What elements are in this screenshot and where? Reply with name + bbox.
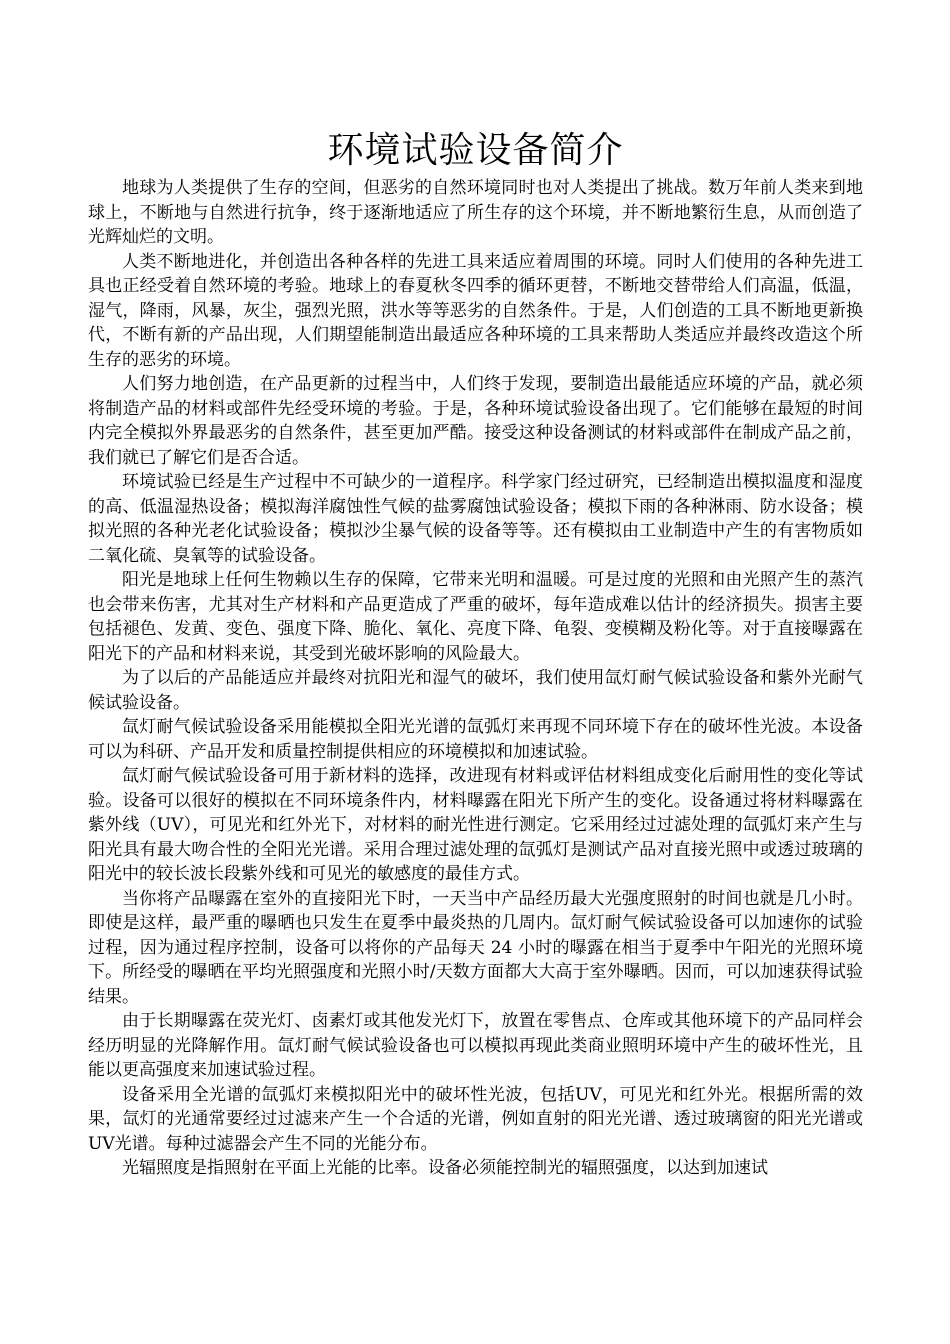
- paragraph-4: 环境试验已经是生产过程中不可缺少的一道程序。科学家门经过研究，已经制造出模拟温度和湿度的高、低温湿热设备；模拟海洋腐蚀性气候的盐雾腐蚀试验设备；模拟下雨的各种淋雨、防水设备；模拟光照的各种光老化试验设备；模拟沙尘暴气候的设备等等。还有模拟由工业制造中产生的有害物质如二氧化硫、臭氧等的试验设备。: [88, 472, 863, 566]
- paragraph-2: 人类不断地进化，并创造出各种各样的先进工具来适应着周围的环境。同时人们使用的各种先进工具也正经受着自然环境的考验。地球上的春夏秋冬四季的循环更替，不断地交替带给人们高温，低温，湿气，降雨，风暴，灰尘，强烈光照，洪水等等恶劣的自然条件。于是，人们创造的工具不断地更新换代，不断有新的产品出现，人们期望能制造出最适应各种环境的工具来帮助人类适应并最终改造这个所生存的恶劣的环境。: [88, 251, 863, 370]
- document-title: 环境试验设备简介: [327, 130, 624, 171]
- paragraph-12: 光辐照度是指照射在平面上光能的比率。设备必须能控制光的辐照强度，以达到加速试: [122, 1158, 768, 1178]
- document-page: [88, 128, 863, 1181]
- paragraph-8: 氙灯耐气候试验设备可用于新材料的选择，改进现有材料或评估材料组成变化后耐用性的变化等试验。设备可以很好的模拟在不同环境条件内，材料曝露在阳光下所产生的变化。设备通过将材料曝露在紫外线（UV），可见光和红外光下，对材料的耐光性进行测定。它采用经过过滤处理的氙弧灯来产生与阳光具有最大吻合性的全阳光光谱。采用合理过滤处理的氙弧灯是测试产品对直接光照中或透过玻璃的阳光中的较长波长段紫外线和可见光的敏感度的最佳方式。: [88, 766, 863, 884]
- paragraph-1: 地球为人类提供了生存的空间，但恶劣的自然环境同时也对人类提出了挑战。数万年前人类来到地球上，不断地与自然进行抗争，终于逐渐地适应了所生存的这个环境，并不断地繁衍生息，从而创造了光辉灿烂的文明。: [88, 178, 863, 247]
- paragraph-3: 人们努力地创造，在产品更新的过程当中，人们终于发现，要制造出最能适应环境的产品，就必须将制造产品的材料或部件先经受环境的考验。于是，各种环境试验设备出现了。它们能够在最短的时间内完全模拟外界最恶劣的自然条件，甚至更加严酷。接受这种设备测试的材料或部件在制成产品之前，我们就已了解它们是否合适。: [88, 374, 863, 468]
- paragraph-7: 氙灯耐气候试验设备采用能模拟全阳光光谱的氙弧灯来再现不同环境下存在的破坏性光波。本设备可以为科研、产品开发和质量控制提供相应的环境模拟和加速试验。: [88, 717, 863, 762]
- paragraph-6: 为了以后的产品能适应并最终对抗阳光和湿气的破坏，我们使用氙灯耐气候试验设备和紫外光耐气候试验设备。: [88, 668, 863, 713]
- paragraph-5: 阳光是地球上任何生物赖以生存的保障，它带来光明和温暖。可是过度的光照和由光照产生的蒸汽也会带来伤害，尤其对生产材料和产品更造成了严重的破坏，每年造成难以估计的经济损失。损害主要包括褪色、发黄、变色、强度下降、脆化、氧化、亮度下降、龟裂、变模糊及粉化等。对于直接曝露在阳光下的产品和材料来说，其受到光破坏影响的风险最大。: [88, 570, 863, 664]
- paragraph-11: 设备采用全光谱的氙弧灯来模拟阳光中的破坏性光波，包括UV，可见光和红外光。根据所需的效果，氙灯的光通常要经过过滤来产生一个合适的光谱，例如直射的阳光光谱、透过玻璃窗的阳光光谱或UV光谱。每种过滤器会产生不同的光能分布。: [88, 1084, 863, 1154]
- paragraph-10: 由于长期曝露在荧光灯、卤素灯或其他发光灯下，放置在零售点、仓库或其他环境下的产品同样会经历明显的光降解作用。氙灯耐气候试验设备也可以模拟再现此类商业照明环境中产生的破坏性光，且能以更高强度来加速试验过程。: [88, 1011, 863, 1080]
- paragraph-9: 当你将产品曝露在室外的直接阳光下时，一天当中产品经历最大光强度照射的时间也就是几小时。即使是这样，最严重的曝晒也只发生在夏季中最炎热的几周内。氙灯耐气候试验设备可以加速你的试验过程，因为通过程序控制，设备可以将你的产品每天 24 小时的曝露在相当于夏季中午阳光的光照环境下。所经受的曝晒在平均光照强度和光照小时/天数方面都大大高于室外曝晒。因而，可以加速获得试验结果。: [88, 888, 863, 1007]
